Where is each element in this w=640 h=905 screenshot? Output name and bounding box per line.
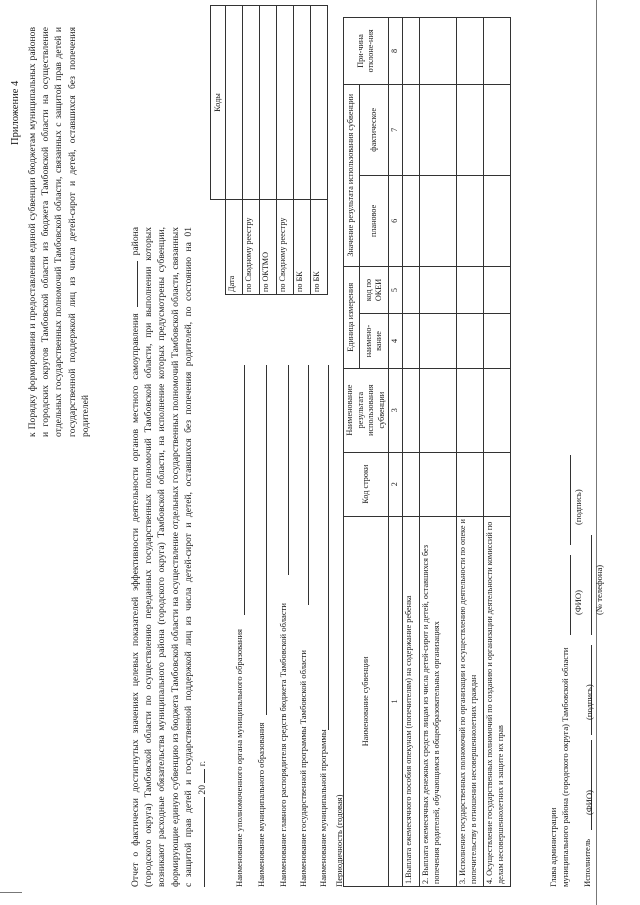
table-cell[interactable] (420, 368, 457, 452)
signature-head-line2: муниципального района (городского округа) Тамбовской области (560, 647, 570, 887)
table-cell[interactable] (420, 18, 457, 85)
subvention-name-cell: 2. Выплата ежемесячных денежных средств лицам из числа детей-сирот и детей, оставшихся без попечения родителей, обучающимся в общеобразовательных организациях (420, 516, 457, 886)
codes-value-cell[interactable] (243, 6, 260, 200)
table-cell[interactable] (484, 368, 511, 452)
codes-row-label: по Сводному реестру (243, 200, 260, 295)
codes-value-cell[interactable] (260, 6, 277, 200)
table-row (420, 18, 457, 887)
field-main-manager: Наименование главного распорядителя средств бюджета Тамбовской области (278, 602, 288, 887)
signature-executor-fio-line[interactable] (591, 740, 592, 830)
table-cell[interactable] (457, 266, 484, 313)
col-number: 3 (389, 368, 403, 452)
field-authorized-body-line[interactable] (244, 365, 245, 615)
field-municipal-program-line[interactable] (328, 365, 329, 730)
field-main-manager-line[interactable] (288, 365, 289, 575)
codes-row-label: Дата (226, 200, 243, 295)
table-cell[interactable] (457, 84, 484, 175)
signature-head-fio-caption: (ФИО) (573, 590, 583, 615)
subvention-name-cell: 4. Осуществление государственных полномочий по созданию и организации деятельности комиссий по делам несовершеннолетних и защите их прав (484, 516, 511, 886)
subvention-name-cell: 1.Выплата ежемесячного пособия опекунам (попечителям) на содержание ребенка (403, 516, 420, 886)
table-cell[interactable] (403, 314, 420, 369)
table-cell[interactable] (420, 84, 457, 175)
col-number: 1 (389, 516, 403, 886)
signature-executor-phone-caption: (№ телефона) (594, 564, 604, 615)
table-cell[interactable] (403, 84, 420, 175)
field-municipal-program: Наименование муниципальной программы (318, 729, 328, 887)
table-cell[interactable] (484, 314, 511, 369)
table-cell[interactable] (457, 18, 484, 85)
codes-value-cell[interactable] (294, 6, 311, 200)
col-header-planned: плановое (360, 175, 389, 266)
codes-title: Коды (211, 6, 226, 200)
codes-row-label: по Сводному реестру (277, 200, 294, 295)
table-cell[interactable] (484, 18, 511, 85)
signature-executor-sign-caption: (подпись) (584, 684, 594, 720)
codes-row-label: по БК (294, 200, 311, 295)
signature-executor-label: Исполнитель (582, 838, 592, 887)
table-cell[interactable] (484, 84, 511, 175)
col-number: 2 (389, 452, 403, 516)
col-header-unit: Единица измерения (344, 266, 360, 368)
col-header-unit-name: наимено-вание (360, 314, 389, 369)
signature-head-line1: Глава администрации (548, 807, 558, 887)
report-title-line1: Отчет о фактически достигнутых значениях целевых показателей эффективности деятельности органов местного самоуправления (130, 313, 141, 887)
table-cell[interactable] (420, 314, 457, 369)
report-title-body: округа) Тамбовской области по осуществлению переданных государственных полномочий Тамбовской области, при выполнении которых возникают расходные обязательства муниципального района (городского округа) Тамбовской области, на исполнение которых предусмотрены субвенции, формирующие единую субвенцию из бюджета Тамбовской области на осуществление отдельных государственных полномочий Тамбовской области, связанных с защитой прав детей и государственной поддержкой лиц из числа детей-сирот и детей, оставшихся без попечения родителей, по состоянию на 01 (143, 226, 194, 887)
field-municipality-line[interactable] (266, 365, 267, 715)
table-cell[interactable] (420, 452, 457, 516)
scan-edge-mark (0, 892, 22, 893)
signature-executor-fio-caption: (ФИО) (584, 790, 594, 815)
report-year-suffix: г. (197, 760, 209, 767)
col-header-unit-okei: код по ОКЕИ (360, 266, 389, 313)
codes-table (210, 5, 328, 295)
col-header-subvention-name: Наименование субвенции (344, 516, 389, 886)
table-cell[interactable] (484, 452, 511, 516)
col-header-result-name: Наименование результата использования субвенции (344, 368, 389, 452)
signature-executor-phone-line[interactable] (591, 535, 592, 635)
col-number: 7 (389, 84, 403, 175)
report-year-prefix: 20 (197, 785, 209, 795)
col-number: 6 (389, 175, 403, 266)
field-state-program: Наименование государственной программы Тамбовской области (298, 650, 308, 887)
col-number: 4 (389, 314, 403, 369)
table-cell[interactable] (457, 368, 484, 452)
signature-head-sign-line[interactable] (570, 455, 571, 545)
field-state-program-line[interactable] (308, 365, 309, 605)
table-cell[interactable] (457, 314, 484, 369)
table-cell[interactable] (403, 266, 420, 313)
subvention-name-cell: 3. Исполнение государственных полномочий по организации и осуществлению деятельности по опеке и попечительству в отношении несовершеннолетних граждан (457, 516, 484, 886)
report-title-line1-tail: района (городского (130, 226, 155, 887)
field-periodicity: Периодичность (годовая) (334, 794, 344, 887)
field-authorized-body: Наименование уполномоченного органа муниципального образования (234, 629, 244, 887)
subvention-results-table (343, 17, 511, 887)
field-municipality: Наименование муниципального образования (256, 722, 266, 887)
col-header-reason: При-чина отклоне-ния (344, 18, 389, 85)
col-header-row-code: Код строки (344, 452, 389, 516)
col-header-value: Значение результата использования субвенции (344, 84, 360, 266)
table-cell[interactable] (484, 175, 511, 266)
codes-row-label: по БК (311, 200, 328, 295)
col-number: 8 (389, 18, 403, 85)
table-row (457, 18, 484, 887)
signature-head-sign-caption: (подпись) (573, 489, 583, 525)
table-cell[interactable] (420, 266, 457, 313)
codes-value-cell[interactable] (311, 6, 328, 200)
signature-head-fio-line[interactable] (570, 555, 571, 635)
table-cell[interactable] (484, 266, 511, 313)
scan-edge-line (596, 0, 597, 905)
appendix-reference: к Порядку формирования и предоставления единой субвенции бюджетам муниципальных районов и городских округов Тамбовской области из бюджета Тамбовской области на осуществление отдельных государственных полномочий Тамбовской области, связанных с защитой прав детей и государственной поддержкой лиц из числа детей-сирот и детей, оставшихся без попечения родителей (27, 27, 91, 437)
codes-row-label: по ОКТМО (260, 200, 277, 295)
table-cell[interactable] (457, 175, 484, 266)
table-cell[interactable] (403, 452, 420, 516)
table-row (484, 18, 511, 887)
col-number: 5 (389, 266, 403, 313)
col-header-actual: фактическое (360, 84, 389, 175)
table-row (403, 18, 420, 887)
table-cell[interactable] (403, 175, 420, 266)
table-cell[interactable] (403, 368, 420, 452)
codes-value-cell[interactable] (226, 6, 243, 200)
codes-value-cell[interactable] (277, 6, 294, 200)
report-title (128, 227, 209, 887)
table-cell[interactable] (403, 18, 420, 85)
table-cell[interactable] (420, 175, 457, 266)
table-cell[interactable] (457, 452, 484, 516)
appendix-label: Приложение 4 (10, 80, 21, 145)
